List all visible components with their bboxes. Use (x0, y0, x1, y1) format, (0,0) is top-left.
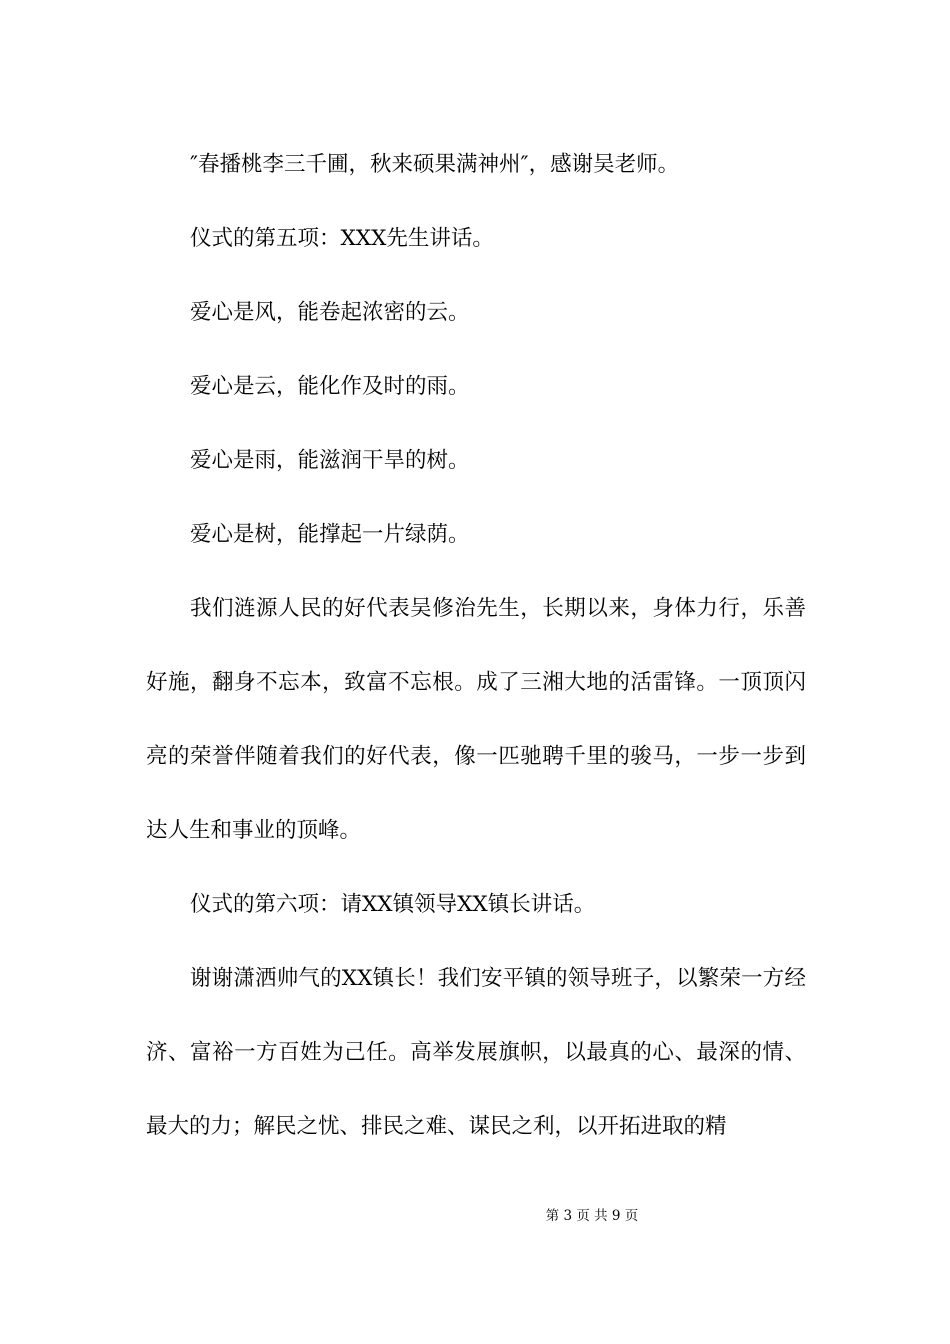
paragraph-item-six: 仪式的第六项：请XX镇领导XX镇长讲话。 (190, 892, 596, 917)
paragraph-love-cloud: 爱心是云，能化作及时的雨。 (190, 374, 470, 399)
paragraph-love-tree: 爱心是树，能撑起一片绿荫。 (190, 522, 470, 547)
paragraph-love-wind: 爱心是风，能卷起浓密的云。 (190, 300, 470, 325)
page-number: 第 3 页 共 9 页 (545, 1208, 639, 1224)
paragraph-thanks-teacher: ″春播桃李三千圃，秋来硕果满神州″，感谢吴老师。 (190, 152, 680, 177)
paragraph-thanks-mayor: 谢谢潇洒帅气的XX镇长！我们安平镇的领导班子，以繁荣一方经济、富裕一方百姓为己任。高举发展旗帜，以最真的心、最深的情、最大的力；解民之忧、排民之难、谋民之利，以开拓进取的精 (146, 966, 806, 1139)
page-footer (0, 1206, 950, 1226)
document-body (146, 128, 806, 1164)
paragraph-item-five: 仪式的第五项：XXX先生讲话。 (190, 226, 494, 251)
paragraph-love-rain: 爱心是雨，能滋润干旱的树。 (190, 448, 470, 473)
paragraph-representative: 我们涟源人民的好代表吴修治先生，长期以来，身体力行，乐善好施，翻身不忘本，致富不忘根。成了三湘大地的活雷锋。一顶顶闪亮的荣誉伴随着我们的好代表，像一匹驰聘千里的骏马，一步一步到达人生和事业的顶峰。 (146, 596, 806, 843)
